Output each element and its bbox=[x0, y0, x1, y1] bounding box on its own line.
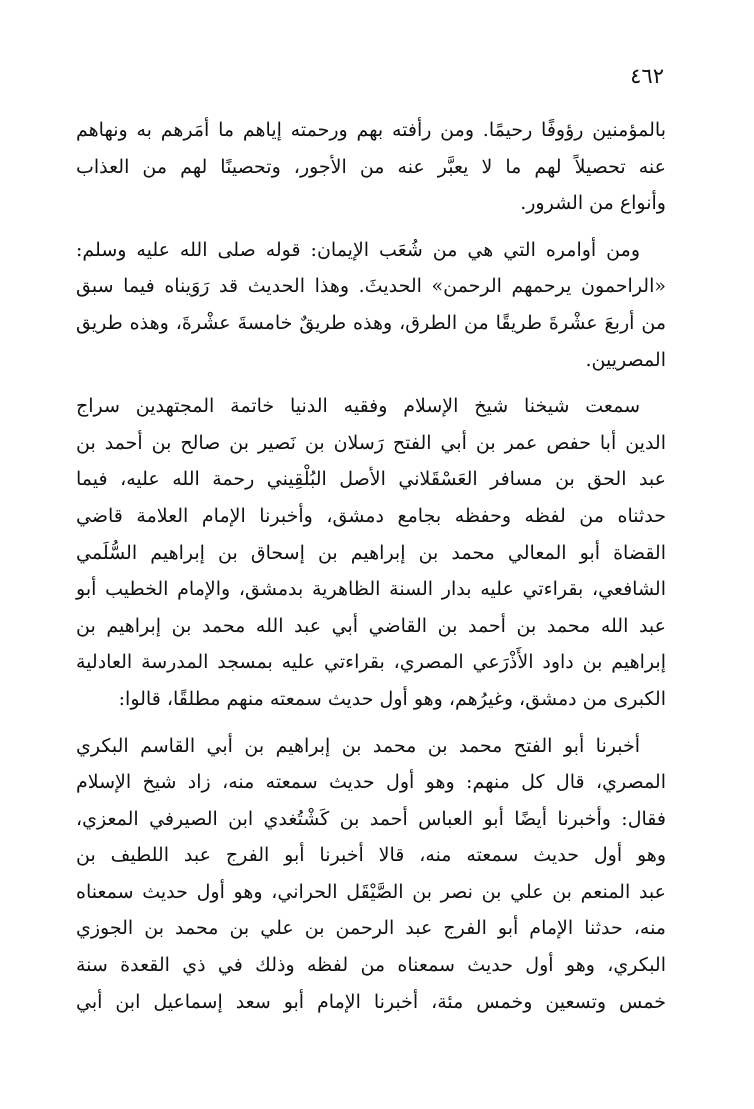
text-line: عبد الله محمد بن أحمد بن القاضي أبي عبد الله محمد بن إبراهيم بن bbox=[76, 614, 666, 637]
text-line: البكري، وهو أول حديث سمعناه من لفظه وذلك في ذي القعدة سنة bbox=[76, 954, 666, 977]
page-number: ٤٦٢ bbox=[630, 64, 664, 88]
text-line: المصريين. bbox=[585, 348, 666, 371]
paragraph bbox=[76, 232, 666, 378]
text-line: الكبرى من دمشق، وغيرُهم، وهو أول حديث سمعته منهم مطلقًا، قالوا: bbox=[118, 687, 666, 710]
text-line: فقال: وأخبرنا أيضًا أبو العباس أحمد بن كَشْتُغدي ابن الصيرفي المعزي، bbox=[76, 807, 666, 830]
text-line: خمس وتسعين وخمس مئة، أخبرنا الإمام أبو سعد إسماعيل ابن أبي bbox=[76, 990, 666, 1013]
text-line: سمعت شيخنا شيخ الإسلام وفقيه الدنيا خاتمة المجتهدين سراج bbox=[76, 395, 640, 418]
text-line: عبد المنعم بن علي بن نصر بن الصَّيْقَل الحراني، وهو أول حديث سمعناه bbox=[76, 880, 666, 903]
paragraph bbox=[76, 728, 666, 1021]
text-line: القضاة أبو المعالي محمد بن إبراهيم بن إسحاق بن إبراهيم السُّلَمي bbox=[76, 541, 666, 564]
text-line: من أربعَ عشْرةَ طريقًا من الطرق، وهذه طريقٌ خامسةَ عشْرةَ، وهذه طريق bbox=[76, 311, 666, 334]
text-line: إبراهيم بن داود الأَذْرَعي المصري، بقراءتي عليه بمسجد المدرسة العادلية bbox=[76, 651, 666, 674]
paragraph bbox=[76, 388, 666, 717]
paragraph bbox=[76, 112, 666, 222]
body-text bbox=[76, 112, 666, 1020]
text-line: الدين أبا حفص عمر بن أبي الفتح رَسلان بن نَصير بن صالح بن أحمد بن bbox=[76, 431, 666, 454]
text-line: حدثناه من لفظه وحفظه بجامع دمشق، وأخبرنا الإمام العلامة قاضي bbox=[76, 504, 666, 527]
text-line: بالمؤمنين رؤوفًا رحيمًا. ومن رأفته بهم ورحمته إياهم ما أمَرهم به ونهاهم bbox=[76, 119, 666, 141]
text-line: وأنواع من الشرور. bbox=[520, 192, 666, 215]
text-line: «الراحمون يرحمهم الرحمن» الحديثَ. وهذا الحديث قد رَوَيناه فيما سبق bbox=[76, 275, 666, 298]
text-line: المصري، قال كل منهم: وهو أول حديث سمعته منه، زاد شيخ الإسلام bbox=[76, 771, 666, 794]
text-line: عبد الحق بن مسافر العَسْقَلاني الأصل البُلْقِيني رحمة الله عليه، فيما bbox=[76, 468, 666, 491]
text-line: منه، حدثنا الإمام أبو الفرج عبد الرحمن بن علي بن محمد بن الجوزي bbox=[76, 917, 666, 940]
text-line: أخبرنا أبو الفتح محمد بن محمد بن إبراهيم بن أبي القاسم البكري bbox=[76, 734, 640, 757]
text-line: الشافعي، بقراءتي عليه بدار السنة الظاهرية بدمشق، والإمام الخطيب أبو bbox=[76, 578, 666, 601]
text-line: ومن أوامره التي هي من شُعَب الإيمان: قوله صلى الله عليه وسلم: bbox=[76, 238, 640, 261]
text-line: عنه تحصيلاً لهم ما لا يعبَّر عنه من الأجور، وتحصينًا لهم من العذاب bbox=[76, 155, 666, 178]
text-line: وهو أول حديث سمعته منه، قالا أخبرنا أبو الفرج عبد اللطيف بن bbox=[76, 844, 666, 867]
